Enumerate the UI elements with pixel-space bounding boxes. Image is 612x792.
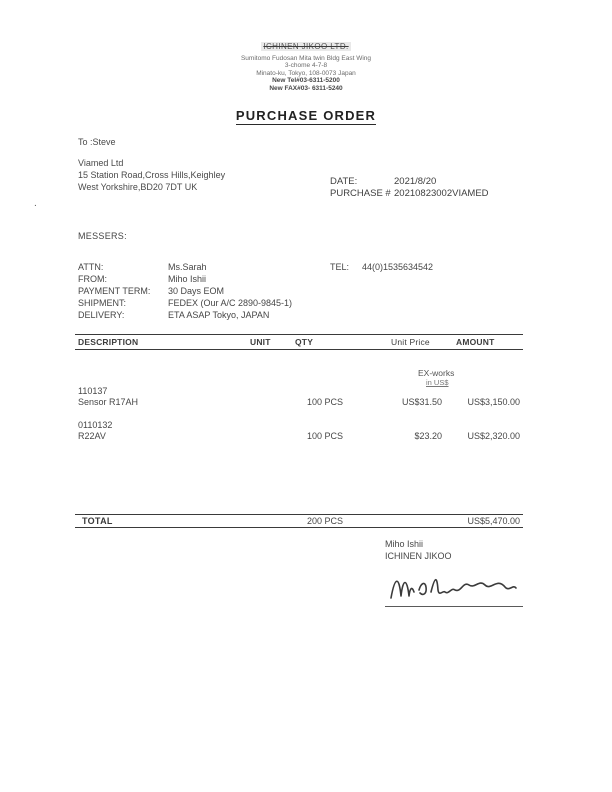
tel-value: 44(0)1535634542 (362, 262, 434, 272)
company-address-line-1: Sumitomo Fudosan Mita twin Bldg East Wing (240, 55, 372, 62)
item-qty: 100 PCS (307, 397, 344, 407)
tel-group (330, 263, 433, 273)
from-label: FROM: (78, 274, 107, 285)
signature-block (385, 538, 523, 607)
recipient-address-2: West Yorkshire,BD20 7DT UK (78, 182, 198, 192)
company-address-line-2: 3-chome 4-7-8 (284, 62, 328, 70)
terms-note-currency: in US$ (426, 378, 449, 387)
attn-label: ATTN: (78, 262, 104, 272)
total-bottom-rule (75, 527, 523, 528)
attn-row (78, 263, 538, 273)
stray-scan-mark: . (34, 198, 37, 209)
total-qty: 200 PCS (307, 516, 344, 526)
payment-term-value: 30 Days EOM (168, 286, 225, 297)
table-top-rule (75, 334, 523, 335)
delivery-row (78, 311, 538, 321)
column-header-description: DESCRIPTION (78, 337, 139, 347)
item-description: R22AV (78, 431, 106, 441)
signer-name: Miho Ishii (385, 539, 424, 549)
column-header-amount: AMOUNT (456, 337, 495, 347)
document-title (0, 107, 612, 125)
handwritten-signature-icon (385, 568, 523, 604)
table-header-rule (75, 349, 523, 350)
shipment-label: SHIPMENT: (78, 298, 127, 309)
shipment-value: FEDEX (Our A/C 2890-9845-1) (168, 298, 293, 309)
order-date-row (330, 176, 489, 188)
shipment-row (78, 299, 538, 309)
total-label: TOTAL (82, 516, 113, 526)
recipient-address-1: 15 Station Road,Cross Hills,Keighley (78, 170, 226, 180)
document-title-text: PURCHASE ORDER (235, 108, 377, 123)
date-label: DATE: (330, 176, 358, 187)
recipient-to: To :Steve (78, 137, 116, 147)
purchase-number-value: 20210823002VIAMED (394, 188, 489, 199)
order-meta-block (330, 176, 489, 200)
letterhead (0, 36, 612, 92)
company-fax-line: New FAX#03- 6311-5240 (269, 84, 343, 92)
recipient-company: Viamed Ltd (78, 158, 124, 168)
item-amount: US$2,320.00 (467, 431, 520, 441)
date-value: 2021/8/20 (394, 176, 437, 187)
column-header-unit-price: Unit Price (391, 337, 430, 347)
item-unit-price: US$31.50 (401, 397, 442, 407)
delivery-label: DELIVERY: (78, 310, 125, 321)
purchase-number-label: PURCHASE # (330, 188, 391, 199)
attn-value: Ms.Sarah (168, 262, 207, 272)
total-amount: US$5,470.00 (467, 516, 520, 526)
item-code: 110137 (78, 386, 108, 396)
item-unit-price: $23.20 (414, 431, 442, 441)
messers-label: MESSERS: (78, 231, 127, 241)
column-header-qty: QTY (295, 337, 314, 347)
company-tel-line: New Tel#03-6311-5200 (272, 77, 340, 85)
order-details-block (78, 263, 538, 323)
column-header-unit: UNIT (250, 337, 271, 347)
company-address-line-3: Minato-ku, Tokyo, 108-0073 Japan (256, 69, 356, 77)
order-number-row (330, 188, 489, 200)
item-code: 0110132 (78, 420, 113, 430)
delivery-value: ETA ASAP Tokyo, JAPAN (168, 310, 270, 321)
recipient-block (78, 136, 225, 193)
from-value: Miho Ishii (168, 274, 207, 285)
item-amount: US$3,150.00 (467, 397, 520, 407)
item-qty: 100 PCS (307, 431, 344, 441)
terms-note: EX-works (418, 368, 455, 378)
payment-term-row (78, 287, 538, 297)
item-description: Sensor R17AH (78, 397, 139, 407)
company-name: ICHINEN JIKOO LTD. (263, 42, 349, 51)
signer-company: ICHINEN JIKOO (385, 551, 452, 561)
total-top-rule (75, 514, 523, 515)
signature-line (385, 568, 523, 607)
tel-label: TEL: (330, 262, 350, 272)
payment-term-label: PAYMENT TERM: (78, 286, 151, 297)
from-row (78, 275, 538, 285)
